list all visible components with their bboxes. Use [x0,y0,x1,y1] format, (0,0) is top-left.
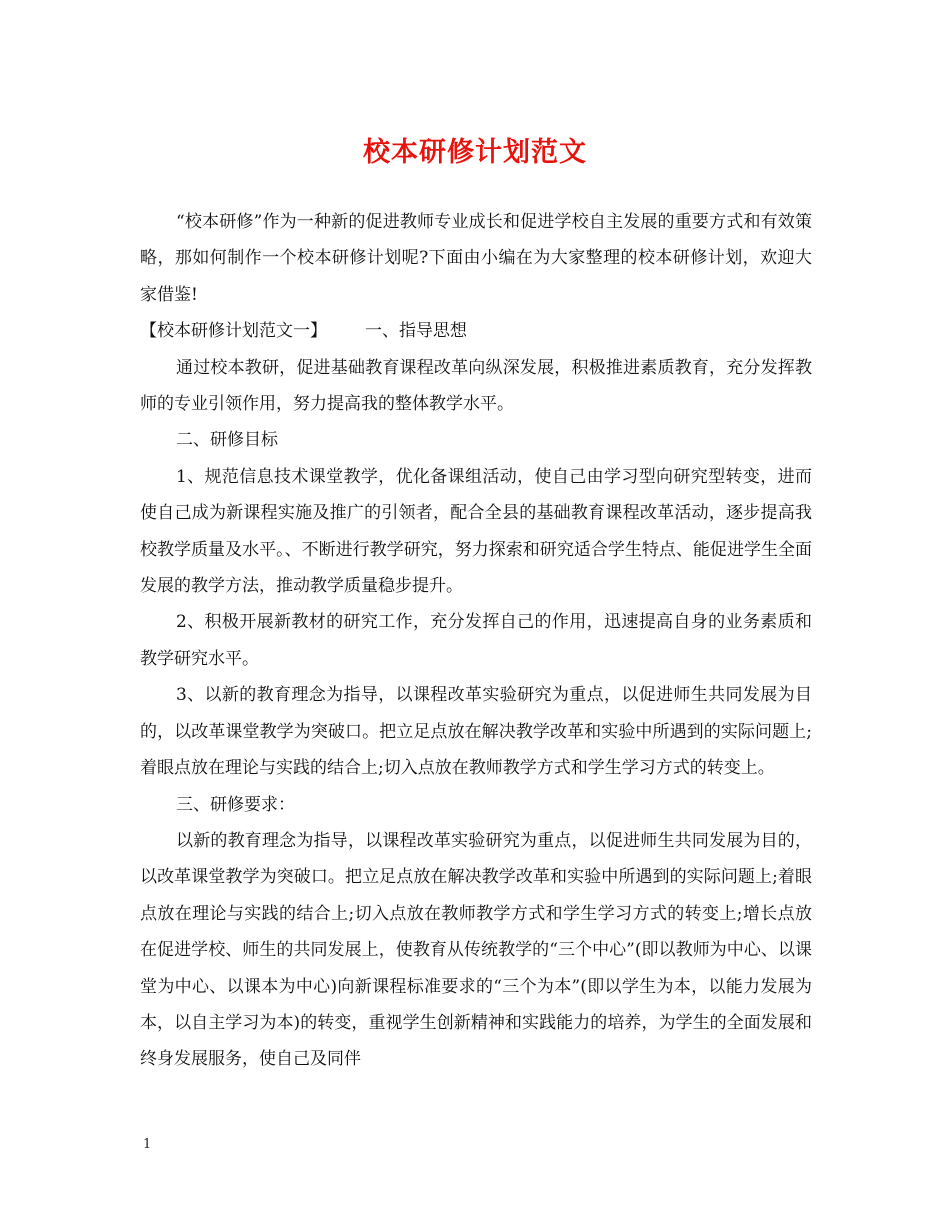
heading-spacer [327,313,365,349]
intro-paragraph: “校本研修”作为一种新的促进教师专业成长和促进学校自主发展的重要方式和有效策略，那如何制作一个校本研修计划呢?下面由小编在为大家整理的校本研修计划，欢迎大家借鉴! [140,212,812,305]
section-label: 【校本研修计划范文一】 [140,321,327,342]
heading-guiding-thought: 一、指导思想 [365,321,467,342]
page-number: 1 [143,1137,152,1152]
heading-requirements: 三、研修要求： [176,794,295,815]
goal-item-1: 1、规范信息技术课堂教学，优化备课组活动，使自己由学习型向研究型转变，进而使自己成为新课程实施及推广的引领者，配合全县的基础教育课程改革活动，逐步提高我校教学质量及水平。、不断进行教学研究，努力探索和研究适合学生特点、能促进学生全面发展的教学方法，推动教学质量稳步提升。 [140,466,812,597]
document-body [140,204,812,1078]
requirements-paragraph: 以新的教育理念为指导，以课程改革实验研究为重点，以促进师生共同发展为目的，以改革课堂教学为突破口。把立足点放在解决教学改革和实验中所遇到的实际问题上;着眼点放在理论与实践的结合上;切入点放在教师教学方式和学生学习方式的转变上;增长点放在促进学校、师生的共同发展上，使教育从传统教学的“三个中心”(即以教师为中心、以课堂为中心、以课本为中心)向新课程标准要求的“三个为本”(即以学生为本，以能力发展为本，以自主学习为本)的转变，重视学生创新精神和实践能力的培养，为学生的全面发展和终身发展服务，使自己及同伴 [140,830,812,1070]
goal-item-2: 2、积极开展新教材的研究工作，充分发挥自己的作用，迅速提高自身的业务素质和教学研究水平。 [140,612,812,669]
section-heading-row [140,313,812,349]
document-title: 校本研修计划范文 [363,137,587,168]
heading-goals: 二、研修目标 [176,430,278,451]
goal-item-3: 3、以新的教育理念为指导，以课程改革实验研究为重点，以促进师生共同发展为目的，以改革课堂教学为突破口。把立足点放在解决教学改革和实验中所遇到的实际问题上;着眼点放在理论与实践的结合上;切入点放在教师教学方式和学生学习方式的转变上。 [140,685,812,779]
guiding-thought-paragraph: 通过校本教研，促进基础教育课程改革向纵深发展，积极推进素质教育，充分发挥教师的专业引领作用，努力提高我的整体教学水平。 [140,357,812,415]
